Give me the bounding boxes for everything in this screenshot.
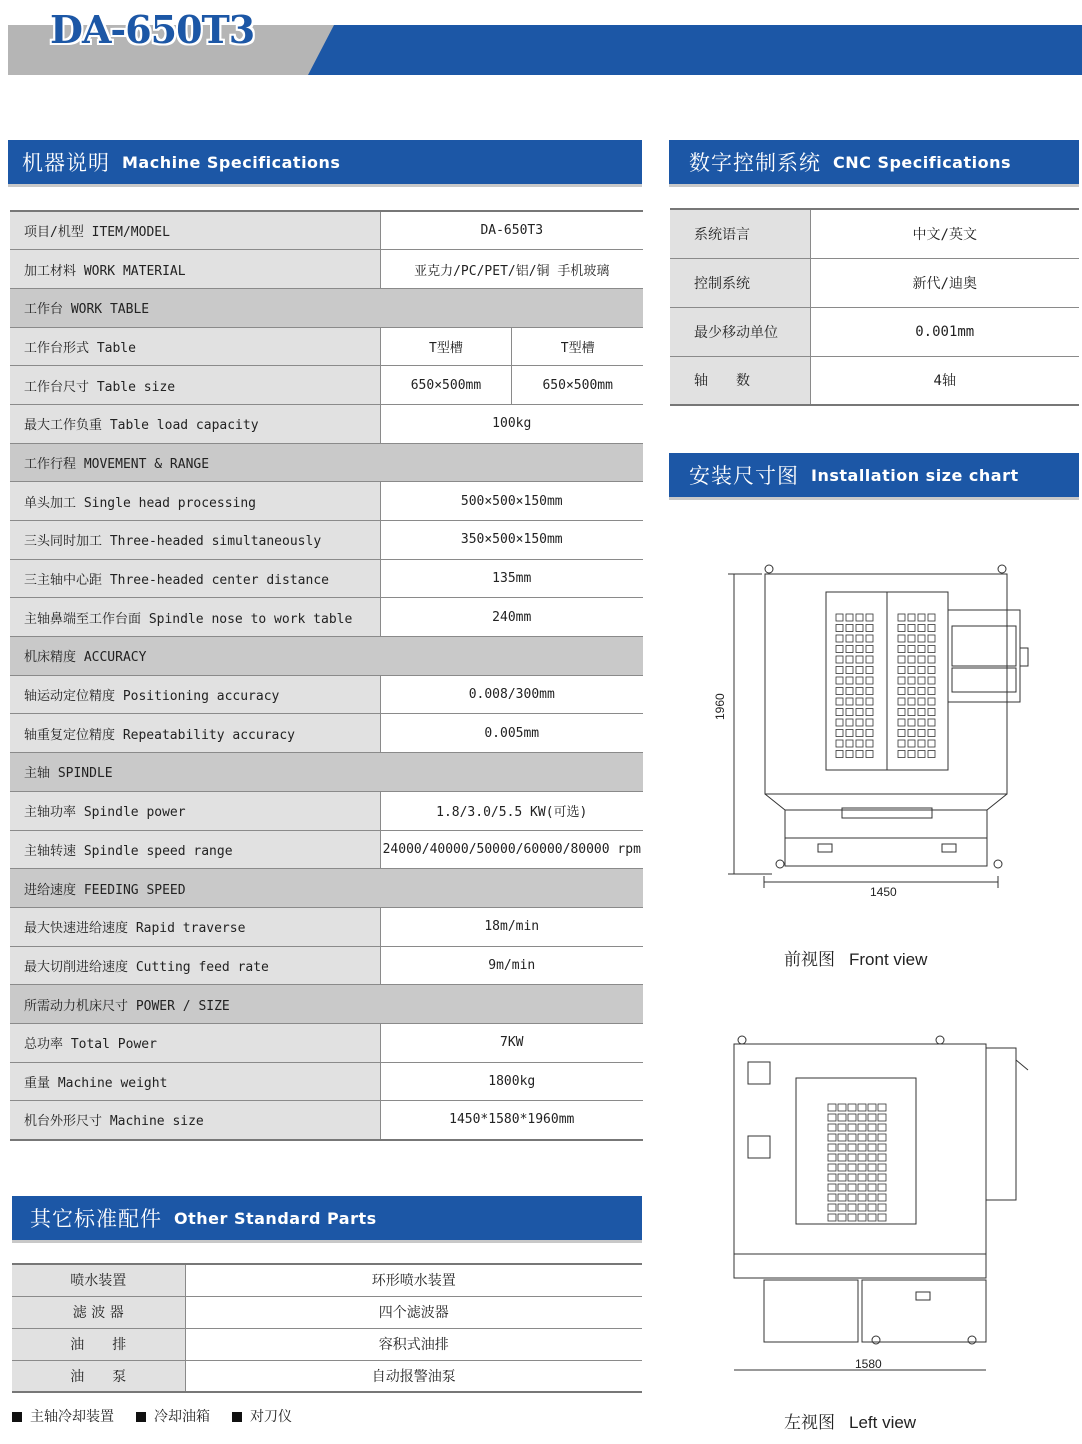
table-row xyxy=(10,482,643,521)
spec-value: DA-650T3 xyxy=(380,211,643,250)
table-row xyxy=(10,521,643,560)
spec-value: 7KW xyxy=(380,1023,643,1062)
group-label: 主轴 SPINDLE xyxy=(10,753,643,792)
part-value: 四个滤波器 xyxy=(185,1296,642,1328)
spec-value: 9m/min xyxy=(380,946,643,985)
table-row xyxy=(10,907,643,946)
spec-label: 最大快速进给速度 Rapid traverse xyxy=(10,907,380,946)
table-row xyxy=(670,258,1079,307)
model-title: DA-650T3 xyxy=(50,7,255,52)
spec-value: 350×500×150mm xyxy=(380,521,643,560)
table-row xyxy=(12,1264,642,1296)
spec-label: 工作台形式 Table xyxy=(10,327,380,366)
bullet-list xyxy=(12,1406,292,1426)
front-view-caption xyxy=(784,945,927,970)
table-row xyxy=(10,675,643,714)
left-view-drawing xyxy=(722,1030,1040,1372)
group-label: 所需动力机床尺寸 POWER / SIZE xyxy=(10,985,643,1024)
table-row xyxy=(10,791,643,830)
spec-value: T型槽 xyxy=(380,327,512,366)
machine-spec-heading-cn: 机器说明 xyxy=(22,151,110,175)
table-row xyxy=(670,356,1079,405)
part-label: 油 排 xyxy=(12,1328,185,1360)
machine-spec-header xyxy=(8,140,642,184)
spec-value: 0.005mm xyxy=(380,714,643,753)
spec-label: 项目/机型 ITEM/MODEL xyxy=(10,211,380,250)
spec-label: 主轴功率 Spindle power xyxy=(10,791,380,830)
spec-label: 机台外形尺寸 Machine size xyxy=(10,1101,380,1140)
spec-value: 0.008/300mm xyxy=(380,675,643,714)
spec-value: 500×500×150mm xyxy=(380,482,643,521)
spec-value: 100kg xyxy=(380,404,643,443)
other-parts-heading-cn: 其它标准配件 xyxy=(30,1207,162,1231)
table-row xyxy=(12,1328,642,1360)
table-row xyxy=(10,327,643,366)
table-row xyxy=(10,1023,643,1062)
cnc-label: 轴 数 xyxy=(670,356,810,405)
group-row xyxy=(10,869,643,908)
table-row xyxy=(12,1296,642,1328)
table-row xyxy=(10,404,643,443)
other-parts-heading-en: Other Standard Parts xyxy=(174,1208,377,1228)
installation-heading-en: Installation size chart xyxy=(811,465,1019,485)
square-bullet-icon xyxy=(136,1412,146,1422)
spec-label: 三头同时加工 Three-headed simultaneously xyxy=(10,521,380,560)
cnc-value: 新代/迪奥 xyxy=(810,258,1079,307)
bullet-item xyxy=(232,1406,292,1426)
left-caption-en: Left view xyxy=(849,1413,917,1432)
bullet-text: 对刀仪 xyxy=(250,1409,292,1425)
table-row xyxy=(670,209,1079,258)
bullet-item xyxy=(136,1406,210,1426)
spec-label: 主轴鼻端至工作台面 Spindle nose to work table xyxy=(10,598,380,637)
bullet-item xyxy=(12,1406,114,1426)
table-row xyxy=(10,1101,643,1140)
spec-label: 工作台尺寸 Table size xyxy=(10,366,380,405)
front-view-drawing xyxy=(712,560,1042,900)
spec-value: 1.8/3.0/5.5 KW(可选) xyxy=(380,791,643,830)
table-row xyxy=(670,307,1079,356)
spec-label: 最大切削进给速度 Cutting feed rate xyxy=(10,946,380,985)
spec-label: 最大工作负重 Table load capacity xyxy=(10,404,380,443)
other-parts-table xyxy=(12,1263,642,1393)
installation-header xyxy=(669,453,1079,497)
part-label: 喷水装置 xyxy=(12,1264,185,1296)
part-label: 油 泵 xyxy=(12,1360,185,1392)
table-row xyxy=(12,1360,642,1392)
cnc-label: 控制系统 xyxy=(670,258,810,307)
spec-label: 加工材料 WORK MATERIAL xyxy=(10,250,380,289)
spec-value: 135mm xyxy=(380,559,643,598)
group-row xyxy=(10,985,643,1024)
spec-value-2: T型槽 xyxy=(512,327,643,366)
front-width-dimension: 1450 xyxy=(870,885,897,899)
spec-value: 1450*1580*1960mm xyxy=(380,1101,643,1140)
group-row xyxy=(10,753,643,792)
cnc-value: 4轴 xyxy=(810,356,1079,405)
table-row xyxy=(10,366,643,405)
bullet-text: 冷却油箱 xyxy=(154,1409,210,1425)
group-row xyxy=(10,637,643,676)
left-view-caption xyxy=(784,1408,916,1433)
spec-label: 主轴转速 Spindle speed range xyxy=(10,830,380,869)
table-row xyxy=(10,946,643,985)
cnc-label: 系统语言 xyxy=(670,209,810,258)
table-row xyxy=(10,714,643,753)
front-height-dimension: 1960 xyxy=(713,693,727,720)
top-banner xyxy=(8,7,1082,75)
group-label: 工作台 WORK TABLE xyxy=(10,288,643,327)
cnc-spec-heading-en: CNC Specifications xyxy=(833,152,1012,172)
table-row xyxy=(10,598,643,637)
part-value: 容积式油排 xyxy=(185,1328,642,1360)
spec-value: 亚克力/PC/PET/铝/铜 手机玻璃 xyxy=(380,250,643,289)
group-row xyxy=(10,443,643,482)
spec-label: 三主轴中心距 Three-headed center distance xyxy=(10,559,380,598)
group-label: 进给速度 FEEDING SPEED xyxy=(10,869,643,908)
group-label: 工作行程 MOVEMENT & RANGE xyxy=(10,443,643,482)
spec-label: 单头加工 Single head processing xyxy=(10,482,380,521)
left-caption-cn: 左视图 xyxy=(784,1413,835,1433)
spec-value: 1800kg xyxy=(380,1062,643,1101)
machine-spec-table xyxy=(10,210,643,1141)
cnc-value: 0.001mm xyxy=(810,307,1079,356)
group-row xyxy=(10,288,643,327)
left-width-dimension: 1580 xyxy=(855,1357,882,1371)
table-row xyxy=(10,1062,643,1101)
table-row xyxy=(10,559,643,598)
other-parts-header xyxy=(12,1196,642,1240)
square-bullet-icon xyxy=(12,1412,22,1422)
spec-value: 18m/min xyxy=(380,907,643,946)
spec-value: 240mm xyxy=(380,598,643,637)
spec-label: 轴运动定位精度 Positioning accuracy xyxy=(10,675,380,714)
group-label: 机床精度 ACCURACY xyxy=(10,637,643,676)
cnc-spec-heading-cn: 数字控制系统 xyxy=(689,151,821,175)
part-label: 滤 波 器 xyxy=(12,1296,185,1328)
spec-label: 轴重复定位精度 Repeatability accuracy xyxy=(10,714,380,753)
front-caption-cn: 前视图 xyxy=(784,950,835,970)
machine-spec-heading-en: Machine Specifications xyxy=(122,152,341,172)
square-bullet-icon xyxy=(232,1412,242,1422)
cnc-spec-header xyxy=(669,140,1079,184)
spec-label: 重量 Machine weight xyxy=(10,1062,380,1101)
spec-value: 24000/40000/50000/60000/80000 rpm xyxy=(380,830,643,869)
spec-value-2: 650×500mm xyxy=(512,366,643,405)
part-value: 环形喷水装置 xyxy=(185,1264,642,1296)
cnc-value: 中文/英文 xyxy=(810,209,1079,258)
cnc-label: 最少移动单位 xyxy=(670,307,810,356)
cnc-spec-table xyxy=(670,208,1079,406)
installation-heading-cn: 安装尺寸图 xyxy=(689,464,799,488)
table-row xyxy=(10,250,643,289)
front-caption-en: Front view xyxy=(849,950,928,969)
table-row xyxy=(10,211,643,250)
bullet-text: 主轴冷却装置 xyxy=(30,1409,114,1425)
table-row xyxy=(10,830,643,869)
spec-label: 总功率 Total Power xyxy=(10,1023,380,1062)
part-value: 自动报警油泵 xyxy=(185,1360,642,1392)
spec-value: 650×500mm xyxy=(380,366,512,405)
